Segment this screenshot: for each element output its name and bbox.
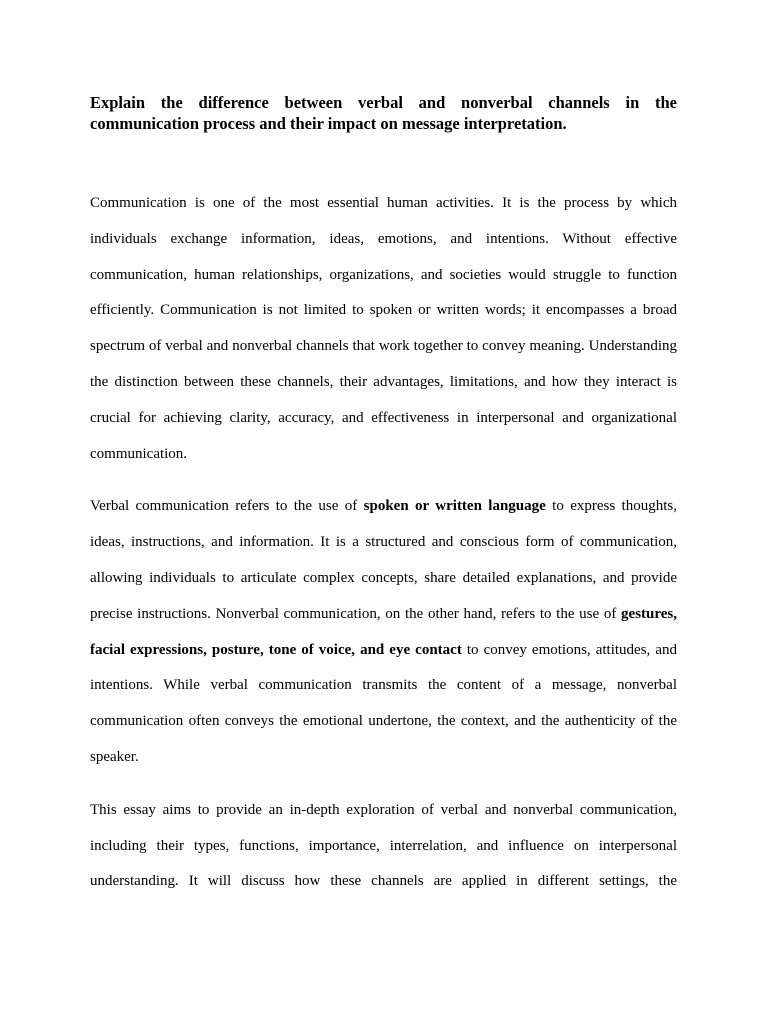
paragraph-text-segment: Verbal communication refers to the use of [90, 498, 364, 515]
paragraph-introduction: Communication is one of the most essential human activities. It is the process by which individuals exchange information, ideas, emotions, and intentions. Without effective communication, human relationships, organizations, and societies would struggle to function efficiently. Communication is not limited to spoken or written words; it encompasses a broad spectrum of verbal and nonverbal channels that work together to convey meaning. Understanding the distinction between these channels, their advantages, limitations, and how they interact is crucial for achieving clarity, accuracy, and effectiveness in interpersonal and organizational communication. [90, 195, 677, 462]
bold-phrase-spoken-language: spoken or written language [363, 498, 546, 515]
paragraph-text-segment: to express thoughts, ideas, instructions, and information. It is a structured and conscious form of communication, allowing individuals to articulate complex concepts, share detailed explanations, and provide precise instructions. Nonverbal communication, on the other hand, refers to the use of [90, 498, 677, 622]
essay-title: Explain the difference between verbal and nonverbal channels in the communication process and their impact on message interpretation. [90, 93, 677, 133]
bold-phrase-nonverbal-cues: gestures, facial expressions, posture, tone of voice, and eye contact [90, 605, 677, 658]
paragraph-text-segment: to convey emotions, attitudes, and intentions. While verbal communication transmits the content of a message, nonverbal communication often conveys the emotional undertone, the context, and the authenticity of the speaker. [90, 641, 677, 765]
document-page [90, 92, 677, 900]
paragraph-verbal-nonverbal [90, 489, 677, 775]
paragraph-essay-aims: This essay aims to provide an in-depth exploration of verbal and nonverbal communication, including their types, functions, importance, interrelation, and influence on interpersonal understanding. It will discuss how these channels are applied in different settings, the [90, 801, 677, 890]
